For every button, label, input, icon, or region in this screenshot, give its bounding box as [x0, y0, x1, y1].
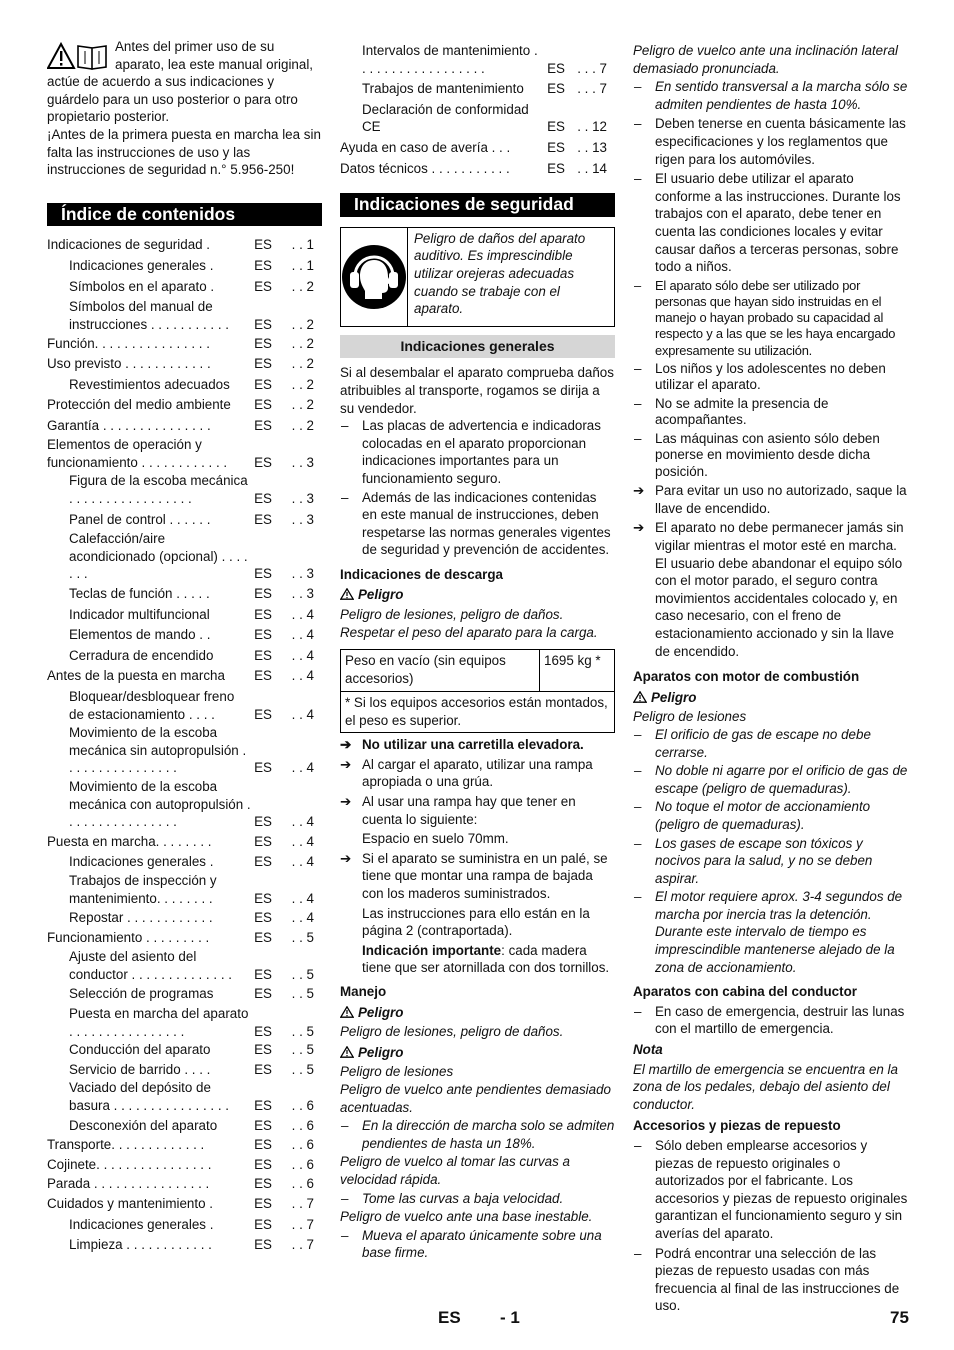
toc-entry-lang: ES	[254, 1042, 272, 1058]
toc-entry-page: . . 5	[291, 966, 314, 982]
toc-entry-page: . . 14	[577, 160, 607, 176]
toc-entry-title: Protección del medio ambiente	[47, 397, 231, 413]
toc-entry-lang: ES	[254, 1237, 272, 1253]
combustion-item: – El motor requiere aprox. 3-4 segundos de marcha por inercia tras la detención. Durante este intervalo de tiempo es imprescindible mantenerse alejado de la zona de accionamiento.	[633, 888, 908, 976]
toc-entry-lang: ES	[254, 511, 272, 527]
manejo-text: Peligro de lesiones, peligro de daños.	[340, 1024, 564, 1040]
arrow-icon: ➔	[340, 737, 352, 753]
toc-entry-lang: ES	[254, 278, 272, 294]
toc-entry-title: Indicador multifuncional	[69, 606, 210, 622]
toc-entry-lang: ES	[254, 355, 272, 371]
toc-entry-lang: ES	[254, 1098, 272, 1114]
toc-entry[interactable]	[47, 278, 322, 296]
toc-entry-title: Indicaciones generales .	[69, 854, 214, 870]
toc-entry-lang: ES	[254, 257, 272, 273]
toc-entry[interactable]	[47, 1117, 322, 1135]
toc-entry-title: Símbolos en el aparato .	[69, 278, 215, 294]
toc-entry-lang: ES	[254, 316, 272, 332]
toc-entry-page: . . 4	[291, 606, 314, 622]
toc-entry-title: Teclas de función . . . . .	[69, 586, 210, 602]
toc-entry[interactable]	[47, 298, 322, 333]
toc-entry-title: Cojinete. . . . . . . . . . . . . . . .	[47, 1156, 212, 1172]
toc-entry-title: Parada . . . . . . . . . . . . . . . .	[47, 1176, 210, 1192]
toc-entry-page: . . 6	[291, 1156, 314, 1172]
toc-entry-lang: ES	[254, 833, 272, 849]
toc-entry-page: . . 2	[291, 278, 314, 294]
toc-entry-lang: ES	[547, 139, 565, 155]
toc-entry-page: . . 4	[291, 706, 314, 722]
toc-entry-page: . . 3	[291, 454, 314, 470]
toc-entry[interactable]	[47, 436, 322, 471]
toc-entry[interactable]	[47, 472, 322, 507]
manejo-item: – Tome las curvas a baja velocidad.	[340, 1190, 615, 1208]
toc-entry-title: Datos técnicos . . . . . . . . . . .	[340, 160, 510, 176]
toc-entry-title: Indicaciones generales .	[69, 257, 214, 273]
toc-entry-lang: ES	[254, 910, 272, 926]
toc-entry-lang: ES	[254, 454, 272, 470]
toc-entry-title: Bloquear/desbloquear freno de estacionamiento . . . .	[69, 689, 235, 722]
toc-entry[interactable]	[47, 1136, 322, 1154]
danger-label: Peligro	[340, 1044, 615, 1062]
manejo-item: – Mueva el aparato únicamente sobre una base firme.	[340, 1227, 615, 1262]
manejo-item: – En la dirección de marcha solo se admiten pendientes de hasta un 18%.	[340, 1117, 615, 1152]
toc-entry-title: Desconexión del aparato	[69, 1117, 218, 1133]
toc-entry-page: . . 5	[291, 985, 314, 1001]
toc-entry-title: Movimiento de la escoba mecánica sin autopropulsión . . . . . . . . . . . . . . . .	[69, 725, 247, 776]
toc-entry[interactable]	[47, 626, 322, 644]
ear-protection-notice	[340, 227, 615, 327]
toc-entry[interactable]	[340, 160, 615, 178]
note-text: El martillo de emergencia se encuentra en la zona de los pedales, debajo del asiento del conductor.	[633, 1061, 898, 1112]
danger-label: Peligro	[340, 586, 615, 604]
toc-entry-title: Puesta en marcha del aparato . . . . . . . . . . . . . . . .	[69, 1006, 249, 1039]
manejo-step: ➔ Para evitar un uso no autorizado, saque la llave de encendido.	[633, 483, 907, 516]
toc-entry-page: . . 4	[291, 854, 314, 870]
toc-entry[interactable]	[340, 101, 615, 136]
toc-entry-title: Cerradura de encendido	[69, 647, 214, 663]
toc-entry-title: Funcionamiento . . . . . . . . .	[47, 929, 210, 945]
toc-entry-page: . . 2	[291, 397, 314, 413]
toc-entry-page: . . 7	[291, 1216, 314, 1232]
toc-entry-title: Símbolos del manual de instrucciones . . . . . . . . . . .	[69, 299, 229, 332]
toc-entry[interactable]	[47, 853, 322, 871]
toc-entry-page: . . 6	[291, 1176, 314, 1192]
toc-entry-page: . . 4	[291, 647, 314, 663]
toc-list-continued	[340, 42, 615, 177]
general-item: – Además de las indicaciones contenidas en este manual de instrucciones, deben respetarse las normas generales vigentes de seguridad y prevención de accidentes.	[340, 489, 615, 559]
toc-entry[interactable]	[340, 42, 615, 77]
toc-entry-page: . . 2	[291, 316, 314, 332]
toc-entry-title: Cuidados y mantenimiento .	[47, 1196, 213, 1212]
manejo-text: Peligro de vuelco al tomar las curvas a velocidad rápida.	[340, 1154, 570, 1187]
unload-step-detail: Las instrucciones para ello están en la página 2 (contraportada).	[362, 905, 590, 939]
toc-entry[interactable]	[47, 667, 322, 685]
toc-entry-title: Movimiento de la escoba mecánica con autopropulsión . . . . . . . . . . . . . . . .	[69, 778, 251, 830]
toc-entry-page: . . 2	[291, 336, 314, 352]
toc-entry-lang: ES	[254, 491, 272, 507]
toc-entry[interactable]	[47, 909, 322, 927]
footer-lang: ES	[438, 1308, 461, 1327]
toc-entry-page: . . 4	[291, 890, 314, 906]
toc-entry-title: Transporte. . . . . . . . . . . . .	[47, 1137, 205, 1153]
toc-entry-title: Declaración de conformidad CE	[362, 101, 529, 135]
weight-table	[340, 649, 615, 733]
toc-entry-lang: ES	[254, 1176, 272, 1192]
intro-para-1: Antes del primer uso de su aparato, lea este manual original, actúe de acuerdo a sus indicaciones y guárdelo para un uso posterior o para otro propietario posterior.	[47, 39, 314, 125]
toc-entry-lang: ES	[254, 1061, 272, 1077]
toc-entry[interactable]	[47, 1236, 322, 1254]
toc-entry-page: . . 4	[291, 668, 314, 684]
unload-step-detail: Espacio en suelo 70mm.	[362, 831, 509, 847]
toc-entry-lang: ES	[254, 606, 272, 622]
general-intro: Si al desembalar el aparato comprueba daños atribuibles al transporte, rogamos se dirija a su vendedor.	[340, 365, 614, 416]
toc-entry-title: Elementos de mando . .	[69, 627, 211, 643]
toc-entry-page: . . 3	[291, 491, 314, 507]
toc-entry-title: Puesta en marcha. . . . . . . .	[47, 833, 212, 849]
toc-entry-title: Función. . . . . . . . . . . . . . . .	[47, 336, 210, 352]
toc-entry-title: Limpieza . . . . . . . . . . . .	[69, 1237, 212, 1253]
toc-entry-page: . . 4	[291, 627, 314, 643]
toc-entry[interactable]	[340, 80, 615, 98]
toc-entry-page: . . 7	[291, 1237, 314, 1253]
toc-entry-lang: ES	[254, 814, 272, 830]
toc-entry[interactable]	[340, 139, 615, 157]
toc-entry-lang: ES	[254, 647, 272, 663]
toc-entry[interactable]	[47, 417, 322, 435]
column-middle	[340, 38, 615, 1262]
toc-entry[interactable]	[47, 396, 322, 414]
toc-entry-lang: ES	[254, 586, 272, 602]
combustion-text: Peligro de lesiones	[633, 709, 747, 725]
combustion-item: – Los gases de escape son tóxicos y nocivos para la salud, y no se deben aspirar.	[633, 835, 908, 888]
toc-entry-page: . . 2	[291, 417, 314, 433]
weight-note: * Si los equipos accesorios están montados, el peso es superior.	[345, 695, 608, 728]
weight-value: 1695 kg *	[544, 653, 601, 669]
toc-entry-title: Servicio de barrido . . . .	[69, 1061, 211, 1077]
toc-entry-page: . . . 7	[577, 60, 607, 76]
danger-label: Peligro	[633, 689, 908, 707]
combustion-item: – No toque el motor de accionamiento (peligro de quemaduras).	[633, 798, 908, 833]
toc-entry-title: Calefacción/aire acondicionado (opcional) . . . . . . .	[69, 531, 248, 582]
toc-entry-title: Revestimientos adecuados	[69, 376, 230, 392]
toc-entry[interactable]	[47, 948, 322, 983]
cabin-heading: Aparatos con cabina del conductor	[633, 984, 857, 1000]
toc-entry-page: . . 5	[291, 929, 314, 945]
unload-step: ➔ Al cargar el aparato, utilizar una rampa apropiada o una grúa.	[340, 756, 593, 790]
warning-triangle-icon	[340, 1046, 354, 1058]
toc-entry[interactable]	[47, 1156, 322, 1174]
toc-entry[interactable]	[47, 985, 322, 1003]
toc-entry-lang: ES	[547, 60, 565, 76]
toc-entry-title: Repostar . . . . . . . . . . . .	[69, 910, 213, 926]
toc-entry[interactable]	[47, 929, 322, 947]
danger-label: Peligro	[340, 1004, 615, 1022]
toc-entry[interactable]	[47, 872, 322, 907]
toc-entry-page: . . 4	[291, 760, 314, 776]
toc-entry-title: Vaciado del depósito de basura . . . . . . . . . . . . . . . .	[69, 1080, 229, 1114]
toc-entry-page: . . 1	[291, 237, 314, 253]
toc-entry-page: . . 2	[291, 376, 314, 392]
arrow-icon: ➔	[340, 850, 352, 866]
toc-entry-title: Indicaciones de seguridad .	[47, 237, 211, 253]
warning-triangle-icon	[633, 691, 647, 703]
cabin-item: – En caso de emergencia, destruir las lunas con el martillo de emergencia.	[633, 1003, 908, 1038]
accessories-item: – Sólo deben emplearse accesorios y piezas de repuesto originales o autorizados por el fabricante. Los accesorios y piezas de repuesto originales garantizan el funcionamiento seguro y sin averías del aparato.	[633, 1137, 908, 1243]
manejo-item: – En sentido transversal a la marcha sólo se admiten pendientes de hasta 10%.	[633, 78, 908, 113]
toc-entry-page: . . . 7	[577, 81, 607, 97]
toc-entry-lang: ES	[254, 1216, 272, 1232]
toc-entry-lang: ES	[254, 376, 272, 392]
warning-manual-icon	[47, 42, 109, 70]
weight-label: Peso en vacío (sin equipos accesorios)	[341, 650, 540, 691]
toc-entry-lang: ES	[254, 985, 272, 1001]
unload-step: ➔ Si el aparato se suministra en un palé, se tiene que montar una rampa de bajada con los maderos suministrados.	[340, 850, 608, 901]
toc-entry[interactable]	[47, 724, 322, 777]
toc-entry-title: Indicaciones generales .	[69, 1216, 214, 1232]
safety-heading: Indicaciones de seguridad	[340, 193, 615, 217]
combustion-item: – No doble ni agarre por el orificio de gas de escape (peligro de quemaduras).	[633, 762, 908, 797]
toc-entry[interactable]	[47, 355, 322, 373]
combustion-heading: Aparatos con motor de combustión	[633, 669, 860, 685]
unload-text: Peligro de lesiones, peligro de daños. Respetar el peso del aparato para la carga.	[340, 607, 598, 640]
toc-entry-lang: ES	[547, 119, 565, 135]
toc-entry-lang: ES	[254, 417, 272, 433]
toc-entry-lang: ES	[254, 929, 272, 945]
unload-heading: Indicaciones de descarga	[340, 566, 503, 582]
warning-triangle-icon	[340, 1006, 354, 1018]
toc-entry[interactable]	[47, 778, 322, 831]
toc-entry-page: . . 3	[291, 511, 314, 527]
toc-entry-page: . . 6	[291, 1098, 314, 1114]
manejo-item: – Los niños y los adolescentes no deben utilizar el aparato.	[633, 361, 908, 394]
manejo-step: ➔ El aparato no debe permanecer jamás sin vigilar mientras el motor esté en marcha. El usuario debe abandonar el equipo sólo con el motor parado, el seguro contra movimientos accidentales colocado y, en caso necesario, con el freno de estacionamiento accionado y sin la llave de encendido.	[633, 520, 904, 659]
ear-protection-icon	[341, 244, 407, 310]
toc-entry-page: . . 6	[291, 1117, 314, 1133]
toc-entry-title: Garantía . . . . . . . . . . . . . . .	[47, 417, 211, 433]
toc-entry-lang: ES	[254, 627, 272, 643]
toc-entry[interactable]	[47, 585, 322, 603]
toc-entry[interactable]	[47, 1195, 322, 1213]
warning-triangle-icon	[340, 588, 354, 600]
toc-entry-page: . . 4	[291, 833, 314, 849]
manejo-text: Peligro de lesiones	[340, 1064, 454, 1080]
intro	[47, 38, 322, 179]
note-label: Nota	[633, 1042, 663, 1058]
manejo-item: – El aparato sólo debe ser utilizado por personas que hayan sido instruidas en el manejo o hayan probado su capacidad al respecto y a las que se les haya encargado expresamente su utilización.	[633, 278, 908, 359]
toc-entry-page: . . 3	[291, 566, 314, 582]
manejo-heading: Manejo	[340, 983, 387, 999]
ear-warning-text: Peligro de daños del aparato auditivo. Es imprescindible utilizar orejeras adecuadas cuando se trabaje con el aparato.	[414, 230, 586, 317]
toc-entry-page: . . 4	[291, 814, 314, 830]
toc-entry[interactable]	[47, 530, 322, 583]
combustion-item: – El orificio de gas de escape no debe cerrarse.	[633, 726, 908, 761]
toc-entry[interactable]	[47, 606, 322, 624]
toc-entry[interactable]	[47, 511, 322, 529]
toc-entry-page: . . 13	[577, 139, 607, 155]
toc-entry-lang: ES	[254, 1137, 272, 1153]
toc-entry-lang: ES	[254, 706, 272, 722]
manejo-text: Peligro de vuelco ante una inclinación lateral demasiado pronunciada.	[633, 43, 899, 76]
toc-entry-page: . . 3	[291, 586, 314, 602]
manejo-item: – No se admite la presencia de acompañantes.	[633, 396, 908, 429]
toc-entry-lang: ES	[254, 237, 272, 253]
column-left	[47, 38, 322, 1254]
toc-entry-page: . . 12	[577, 119, 607, 135]
toc-entry-page: . . 5	[291, 1042, 314, 1058]
toc-entry-page: . . 4	[291, 910, 314, 926]
manejo-item: – El usuario debe utilizar el aparato conforme a las instrucciones. Durante los trabajos con el aparato, debe tener en cuenta las condiciones locales y evitar causar daños a terceras personas, sobre todo a niños.	[633, 170, 908, 276]
column-right	[633, 42, 908, 1315]
toc-entry-title: Trabajos de mantenimiento	[362, 81, 524, 97]
general-item: – Las placas de advertencia e indicadoras colocadas en el aparato proporcionan indicaciones importantes para un funcionamiento seguro.	[340, 417, 615, 487]
toc-entry-lang: ES	[254, 966, 272, 982]
toc-entry-title: Antes de la puesta en marcha	[47, 668, 225, 684]
toc-entry[interactable]	[47, 376, 322, 394]
accessories-item: – Podrá encontrar una selección de las piezas de repuesto usadas con más frecuencia al final de las instrucciones de uso.	[633, 1245, 908, 1315]
toc-entry-title: Ayuda en caso de avería . . .	[340, 139, 511, 155]
toc-entry[interactable]	[47, 335, 322, 353]
toc-entry-lang: ES	[254, 854, 272, 870]
toc-entry-page: . . 6	[291, 1137, 314, 1153]
arrow-icon: ➔	[633, 483, 645, 499]
toc-entry[interactable]	[47, 236, 322, 254]
toc-entry-lang: ES	[254, 668, 272, 684]
toc-entry[interactable]	[47, 1175, 322, 1193]
footer-page-local: - 1	[500, 1308, 520, 1327]
toc-entry-title: Intervalos de mantenimiento . . . . . . . . . . . . . . . . . .	[362, 43, 538, 76]
unload-step: ➔ Al usar una rampa hay que tener en cuenta lo siguiente:	[340, 794, 576, 827]
toc-entry-lang: ES	[254, 760, 272, 776]
toc-entry-lang: ES	[547, 81, 565, 97]
toc-entry[interactable]	[47, 647, 322, 665]
toc-entry[interactable]	[47, 1005, 322, 1040]
toc-entry-title: Selección de programas	[69, 985, 214, 1001]
toc-entry-page: . . 7	[291, 1196, 314, 1212]
toc-entry-title: Elementos de operación y funcionamiento . . . . . . . . . . . .	[47, 437, 228, 470]
toc-entry[interactable]	[47, 833, 322, 851]
toc-entry-lang: ES	[254, 1023, 272, 1039]
unload-important: Indicación importante: cada madera tiene que ser atornillada con dos tornillos.	[362, 942, 610, 976]
manejo-item: – Las máquinas con asiento sólo deben ponerse en movimiento desde dicha posición.	[633, 431, 908, 481]
unload-step: ➔ No utilizar una carretilla elevadora.	[340, 737, 584, 753]
manejo-item: – Deben tenerse en cuenta básicamente las especificaciones y los reglamentos que rigen para los automóviles.	[633, 115, 908, 168]
toc-entry[interactable]	[47, 1061, 322, 1079]
toc-entry-lang: ES	[254, 566, 272, 582]
toc-entry-title: Figura de la escoba mecánica . . . . . . . . . . . . . . . . .	[69, 473, 248, 507]
footer-page-total: 75	[890, 1308, 909, 1327]
toc-entry-page: . . 5	[291, 1023, 314, 1039]
toc-entry-lang: ES	[254, 397, 272, 413]
toc-entry-title: Uso previsto . . . . . . . . . . . .	[47, 355, 211, 371]
intro-para-2: ¡Antes de la primera puesta en marcha lea sin falta las instrucciones de uso y las instrucciones de seguridad n.° 5.956-250!	[47, 126, 321, 178]
manejo-text: Peligro de vuelco ante una base inestable.	[340, 1209, 593, 1225]
toc-entry-lang: ES	[254, 336, 272, 352]
toc-entry-page: . . 5	[291, 1061, 314, 1077]
toc-heading: Índice de contenidos	[47, 203, 322, 227]
toc-list	[47, 236, 322, 1253]
toc-entry-lang: ES	[547, 160, 565, 176]
accessories-heading: Accesorios y piezas de repuesto	[633, 1118, 841, 1134]
manejo-text: Peligro de vuelco ante pendientes demasiado acentuadas.	[340, 1081, 611, 1115]
arrow-icon: ➔	[340, 794, 352, 810]
toc-entry[interactable]	[47, 1041, 322, 1059]
toc-entry-title: Panel de control . . . . . .	[69, 511, 211, 527]
toc-entry[interactable]	[47, 1079, 322, 1114]
toc-entry[interactable]	[47, 1216, 322, 1234]
toc-entry-lang: ES	[254, 890, 272, 906]
toc-entry[interactable]	[47, 257, 322, 275]
toc-entry[interactable]	[47, 688, 322, 723]
toc-entry-lang: ES	[254, 1117, 272, 1133]
arrow-icon: ➔	[633, 520, 645, 536]
toc-entry-page: . . 1	[291, 257, 314, 273]
toc-entry-title: Ajuste del asiento del conductor . . . . . . . . . . . . . .	[69, 949, 232, 982]
toc-entry-page: . . 2	[291, 355, 314, 371]
arrow-icon: ➔	[340, 756, 352, 772]
toc-entry-lang: ES	[254, 1156, 272, 1172]
toc-entry-title: Conducción del aparato	[69, 1042, 211, 1058]
general-heading: Indicaciones generales	[340, 335, 615, 359]
toc-entry-lang: ES	[254, 1196, 272, 1212]
toc-entry-title: Trabajos de inspección y mantenimiento. . . . . . . .	[69, 872, 217, 906]
